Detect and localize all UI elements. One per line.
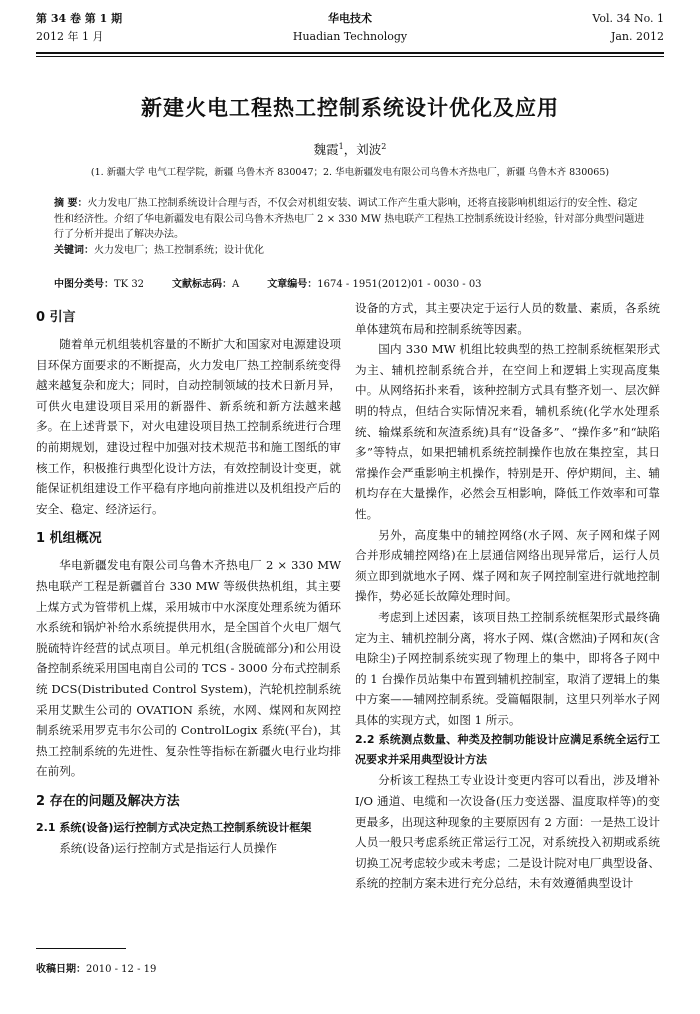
section-2-heading: 2 存在的问题及解决方法 bbox=[36, 793, 180, 809]
clc-value: TK 32 bbox=[114, 279, 145, 290]
header-center bbox=[36, 10, 664, 46]
article-number bbox=[267, 275, 481, 290]
paragraph-2-2: 分析该工程热工专业设计变更内容可以看出，涉及增补 I/O 通道、电缆和一次设备(压力变送器、温度取样等)的变更最多，出现这种现象的主要原因有 2 方面：一是热工设计人员一般只考虑系统正常运行工况，对系统投入初期或系统切换工况考虑较少或未考虑；二是设计院对电厂典型设备、系统的控制方案未进行充分总结，未有效遵循典型设计 bbox=[355, 773, 660, 891]
keywords-text: 火力发电厂；热工控制系统；设计优化 bbox=[94, 244, 264, 256]
doc-code bbox=[172, 275, 239, 290]
section-0-heading: 0 引言 bbox=[36, 310, 76, 325]
clc-label: 中图分类号： bbox=[54, 279, 114, 290]
subsection-2-1-heading: 2.1 系统(设备)运行控制方式决定热工控制系统设计框架 bbox=[36, 820, 312, 834]
article-value: 1674 - 1951(2012)01 - 0030 - 03 bbox=[317, 279, 482, 290]
doc-label: 文献标志码： bbox=[172, 279, 233, 290]
clc-code bbox=[54, 275, 144, 290]
journal-en: Huadian Technology bbox=[292, 30, 408, 43]
date-cn: 2012 年 1 月 bbox=[36, 30, 104, 43]
author-1-sup: 1 bbox=[338, 141, 344, 151]
abstract-text: 火力发电厂热工控制系统设计合理与否，不仅会对机组安装、调试工作产生重大影响，还将直接影响机组运行的安全性、稳定性和经济性。介绍了华电新疆发电有限公司乌鲁木齐热电厂 2 × 330 MW 热电联产工程热工控制系统设计经验，针对部分典型问题进行了分析并提出了解决办法。 bbox=[54, 198, 645, 240]
abstract bbox=[54, 196, 646, 243]
doc-value: A bbox=[232, 279, 240, 290]
author-2: 刘波 bbox=[356, 142, 382, 157]
date-en: Jan. 2012 bbox=[610, 30, 664, 43]
author-1: 魏霞 bbox=[313, 142, 339, 157]
received-label: 收稿日期： bbox=[36, 964, 86, 975]
paragraph-network: 另外，高度集中的辅控网络(水子网、灰子网和煤子网合并形成辅控网络)在上层通信网络出现异常后，运行人员须立即到就地水子网、煤子网和灰子网控制室进行就地控制操作，势必延长故障处理时间。 bbox=[355, 527, 660, 604]
section-1-heading: 1 机组概况 bbox=[36, 531, 102, 547]
author-line bbox=[0, 140, 700, 158]
footnote-rule bbox=[36, 948, 126, 949]
received-value: 2010 - 12 - 19 bbox=[86, 964, 157, 975]
header-right bbox=[592, 10, 664, 46]
page-header bbox=[36, 10, 664, 50]
paragraph-continued: 设备的方式，其主要决定于运行人员的数量、素质，各系统单体建筑布局和控制系统等因素。 bbox=[355, 301, 660, 336]
volume-en: Vol. 34 No. 1 bbox=[592, 12, 664, 25]
keywords-label: 关键词： bbox=[54, 244, 94, 256]
abstract-block bbox=[54, 196, 646, 258]
paragraph-overview: 华电新疆发电有限公司乌鲁木齐热电厂 2 × 330 MW 热电联产工程是新疆首台 330 MW 等级供热机组，其主要上煤方式为管带机上煤，采用城市中水深度处理系统为循环水系统和锅炉补给水系统提供用水，是全国首个火电厂烟气脱硫特许经营的试点项目。单元机组(含脱硫部分)和公用设备控制系统采用国电南自公司的 TCS - 3000 分布式控制系统 DCS(Distributed Control System)，汽轮机控制系统采用艾默生公司的 OVATION 系统，水网、煤网和灰网控制系统采用罗克韦尔公司的 ControlLogix 系统(平台)，其热工控制系统的先进性、复杂性等指标在新疆火电行业均排在前列。 bbox=[36, 558, 341, 779]
header-rule-thick bbox=[36, 52, 664, 54]
article-label: 文章编号： bbox=[267, 279, 318, 290]
classification-line bbox=[54, 275, 646, 290]
paragraph-solution: 考虑到上述因素，该项目热工控制系统框架形式最终确定为主、辅机控制分离，将水子网、煤(含燃油)子网和灰(含电除尘)子网控制系统实现了物理上的集中，即将各子网中的 1 台操作员站集中布置到辅机控制室，取消了逻辑上的集中方案——辅网控制系统。受篇幅限制，这里只列举水子网具体的实现方式，如图 1 所示。 bbox=[355, 609, 660, 727]
volume-cn: 第 34 卷 第 1 期 bbox=[36, 12, 123, 25]
paper-title: 新建火电工程热工控制系统设计优化及应用 bbox=[141, 96, 559, 120]
author-sep: ， bbox=[343, 142, 357, 157]
paragraph-2-1: 系统(设备)运行控制方式是指运行人员操作 bbox=[59, 840, 277, 855]
header-rule-thin bbox=[36, 56, 664, 57]
right-column bbox=[355, 298, 660, 894]
received-date bbox=[36, 960, 156, 975]
journal-cn: 华电技术 bbox=[328, 12, 372, 25]
keywords bbox=[54, 243, 646, 259]
subsection-2-2-heading: 2.2 系统测点数量、种类及控制功能设计应满足系统全运行工况要求并采用典型设计方法 bbox=[355, 733, 660, 767]
affiliation: (1. 新疆大学 电气工程学院，新疆 乌鲁木齐 830047；2. 华电新疆发电有限公司乌鲁木齐热电厂，新疆 乌鲁木齐 830065) bbox=[90, 167, 610, 178]
left-column bbox=[36, 298, 341, 858]
paragraph-framework: 国内 330 MW 机组比较典型的热工控制系统框架形式为主、辅机控制系统合并，在空间上和逻辑上实现高度集中。从网络拓扑来看，该种控制方式具有整齐划一、层次鲜明的特点，但结合实际情况来看，辅机系统(化学水处理系统、输煤系统和灰渣系统)具有“设备多”、“操作多”和“缺陷多”等特点，如果把辅机系统控制操作也放在集控室，其日常操作会严重影响主机操作，特别是开、停炉期间，主、辅机均存在大量操作，必然会互相影响，降低工作效率和可靠性。 bbox=[355, 342, 660, 521]
abstract-label: 摘 要： bbox=[54, 198, 88, 209]
paragraph-intro: 随着单元机组装机容量的不断扩大和国家对电源建设项目环保方面要求的不断提高，火力发电厂热工控制系统变得越来越复杂和庞大；同时，自动控制领域的技术日新月异，可供火电建设项目采用的新器件、新系统和新方法越来越多。在上述背景下，对火电建设项目热工控制系统进行合理的前期规划，建设过程中加强对技术规范书和施工图纸的审核工作，积极推行典型化设计方法，有效控制设计变更，就能保证机组建设工作平稳有序地向前推进以及机组投产后的安全、稳定、经济运行。 bbox=[36, 337, 341, 516]
author-2-sup: 2 bbox=[381, 141, 387, 151]
